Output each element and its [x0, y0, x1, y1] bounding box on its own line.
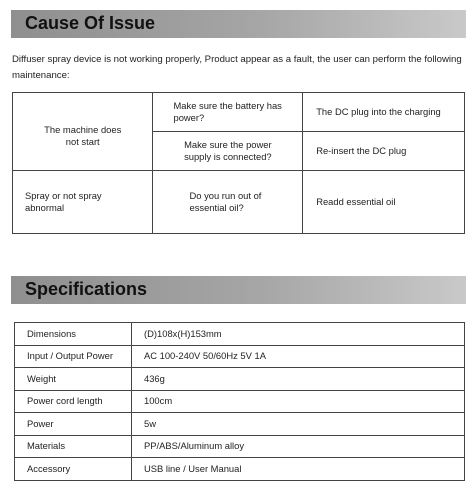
solution-cell: Re-insert the DC plug [303, 132, 465, 171]
solution-cell: The DC plug into the charging [303, 93, 465, 132]
spec-value: 5w [132, 413, 465, 436]
table-row [15, 368, 465, 391]
cause-of-issue-title: Cause Of Issue [25, 13, 156, 33]
spec-label: Accessory [15, 458, 132, 481]
specifications-table [14, 322, 465, 481]
spec-label: Dimensions [15, 323, 132, 346]
table-row [15, 345, 465, 368]
table-row [15, 458, 465, 481]
table-row [15, 390, 465, 413]
spec-label: Power cord length [15, 390, 132, 413]
cause-of-issue-banner [11, 10, 466, 38]
troubleshooting-table [12, 92, 465, 234]
check-cell: Make sure the battery has power? [153, 93, 303, 132]
table-row [15, 323, 465, 346]
spec-label: Input / Output Power [15, 345, 132, 368]
spec-value: PP/ABS/Aluminum alloy [132, 435, 465, 458]
spec-label: Materials [15, 435, 132, 458]
table-row [15, 413, 465, 436]
specifications-title: Specifications [25, 279, 148, 299]
table-row [13, 171, 465, 234]
spec-label: Power [15, 413, 132, 436]
solution-cell: Readd essential oil [303, 171, 465, 234]
spec-value: AC 100-240V 50/60Hz 5V 1A [132, 345, 465, 368]
problem-cell: The machine does not start [13, 93, 153, 171]
problem-cell: Spray or not spray abnormal [13, 171, 153, 234]
spec-value: (D)108x(H)153mm [132, 323, 465, 346]
check-cell: Make sure the power supply is connected? [153, 132, 303, 171]
spec-value: 436g [132, 368, 465, 391]
spec-value: USB line / User Manual [132, 458, 465, 481]
spec-value: 100cm [132, 390, 465, 413]
spec-label: Weight [15, 368, 132, 391]
table-row [13, 93, 465, 132]
specifications-banner [11, 276, 466, 304]
check-cell: Do you run out of essential oil? [153, 171, 303, 234]
intro-paragraph: Diffuser spray device is not working properly, Product appear as a fault, the user can perform the following maintenance: [12, 54, 462, 81]
table-row [15, 435, 465, 458]
